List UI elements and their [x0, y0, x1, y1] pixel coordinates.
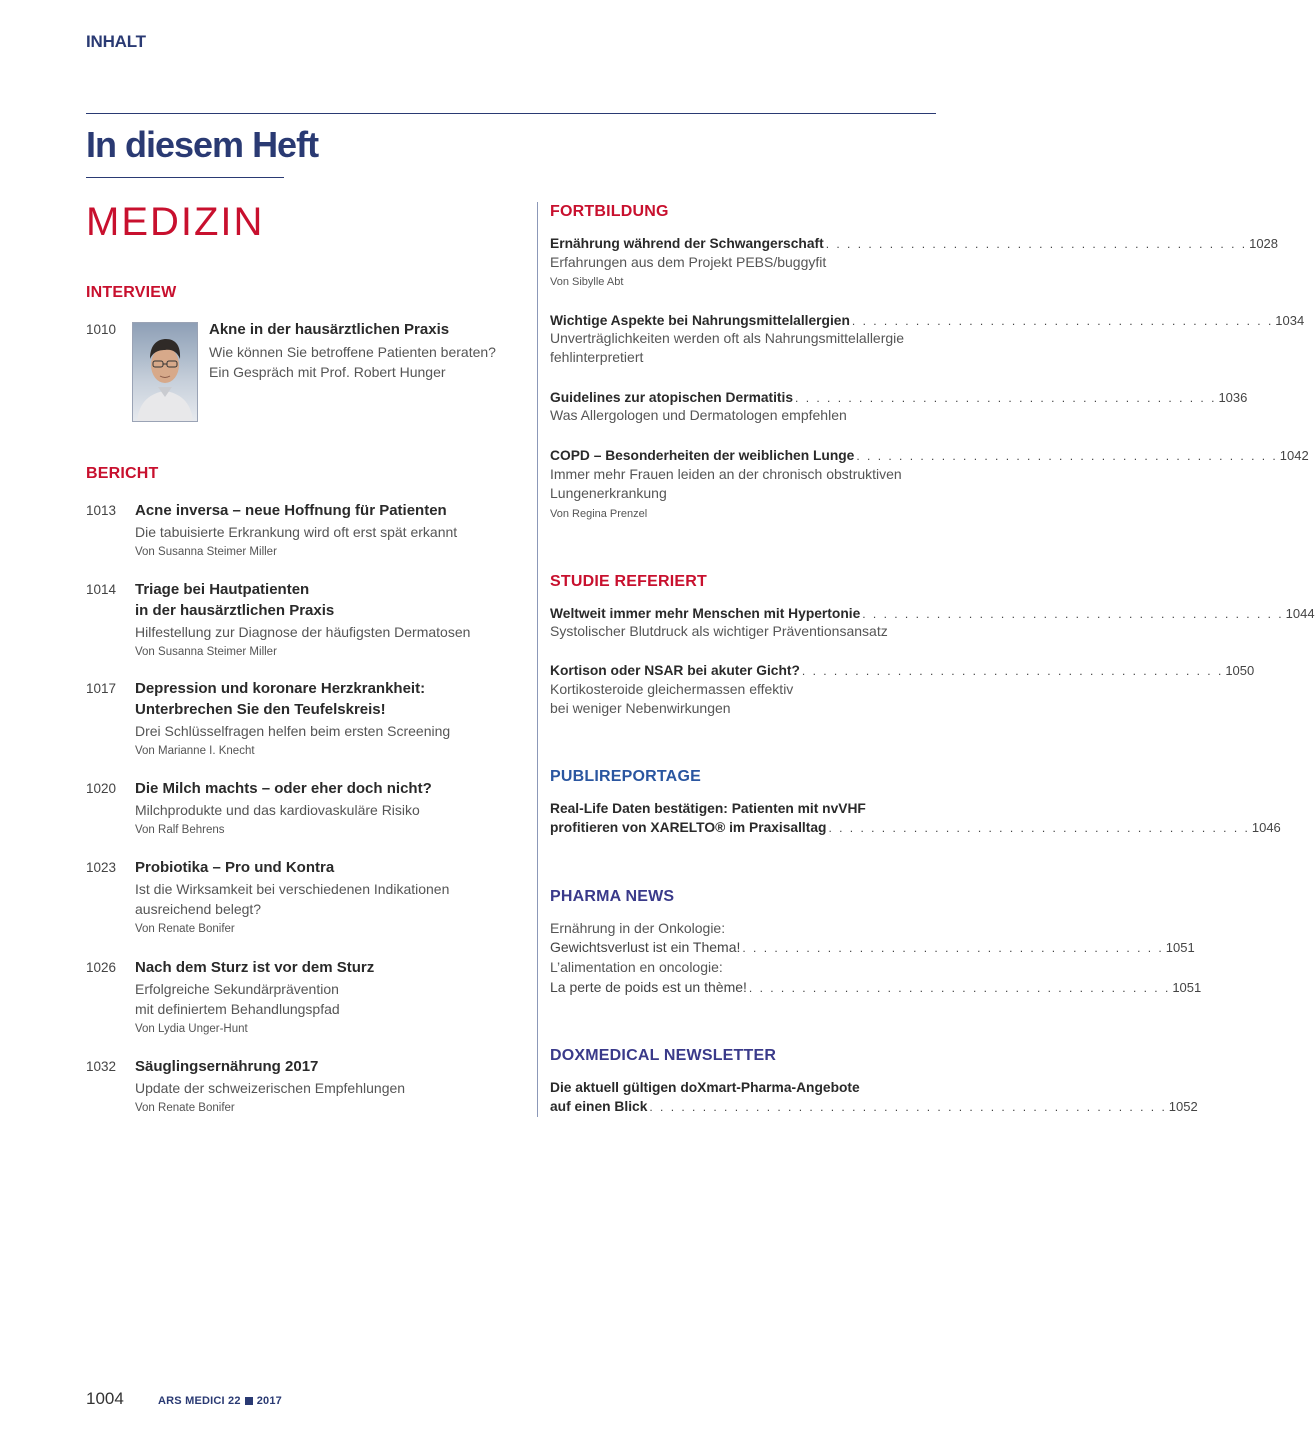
entry-title: Die aktuell gültigen doXmart-Pharma-Angebote — [550, 1080, 860, 1095]
entry-page: 1046 — [1251, 820, 1281, 835]
entry-title: Guidelines zur atopischen Dermatitis — [550, 390, 794, 405]
pharma-entry — [550, 938, 1195, 959]
newsletter-label: DOXMEDICAL NEWSLETTER — [550, 1047, 777, 1064]
entry-subtitle: Erfahrungen aus dem Projekt PEBS/buggyfit — [550, 254, 827, 270]
bericht-author: Von Ralf Behrens — [135, 824, 225, 836]
pharma-news-label: PHARMA NEWS — [550, 888, 675, 905]
dot-leader: . . . . . . . . . . . . . . . . . . . . . . . . . . . . . . . . . . . . . . . . — [856, 449, 1278, 463]
publireportage-entry — [550, 818, 1281, 839]
interview-subtitle-1: Wie können Sie betroffene Patienten beraten? — [209, 344, 496, 360]
dot-leader: . . . . . . . . . . . . . . . . . . . . . . . . . . . . . . . . . . . . . . . . — [748, 981, 1171, 995]
entry-page: 1051 — [1172, 980, 1202, 995]
entry-subtitle: Was Allergologen und Dermatologen empfehlen — [550, 407, 847, 423]
top-rule — [86, 113, 936, 114]
interview-page: 1010 — [86, 322, 117, 337]
dot-leader: . . . . . . . . . . . . . . . . . . . . . . . . . . . . . . . . . . . . . . . . — [795, 391, 1217, 405]
publireportage-label: PUBLIREPORTAGE — [550, 768, 701, 785]
bericht-author: Von Lydia Unger-Hunt — [135, 1023, 248, 1035]
fortbildung-entry — [550, 234, 1279, 255]
entry-page: 1034 — [1275, 313, 1305, 328]
dot-leader: . . . . . . . . . . . . . . . . . . . . . . . . . . . . . . . . . . . . . . . . — [828, 821, 1250, 835]
bericht-page: 1020 — [86, 781, 117, 796]
bericht-title-line2: Unterbrechen Sie den Teufelskreis! — [135, 701, 386, 718]
entry-page: 1036 — [1218, 390, 1248, 405]
entry-title: Wichtige Aspekte bei Nahrungsmittelallergien — [550, 313, 850, 328]
entry-title-line2: profitieren von XARELTO® im Praxisalltag — [550, 820, 827, 835]
entry-page: 1051 — [1165, 940, 1195, 955]
bericht-author: Von Marianne I. Knecht — [135, 745, 255, 757]
bericht-title: Säuglingsernährung 2017 — [135, 1058, 319, 1075]
column-divider — [537, 202, 538, 1117]
entry-subtitle: Systolischer Blutdruck als wichtiger Präventionsansatz — [550, 623, 888, 639]
pharma-entry-line1: Ernährung in der Onkologie: — [550, 920, 726, 936]
newsletter-entry — [550, 1097, 1198, 1118]
footer-journal — [158, 1395, 282, 1407]
dot-leader: . . . . . . . . . . . . . . . . . . . . . . . . . . . . . . . . . . . . . . . . — [825, 237, 1248, 251]
bericht-page: 1017 — [86, 681, 117, 696]
entry-subtitle: Kortikosteroide gleichermassen effektiv — [550, 681, 794, 697]
portrait-photo — [132, 322, 198, 422]
entry-subtitle: Unverträglichkeiten werden oft als Nahrungsmittelallergie — [550, 330, 905, 346]
footer-page-number: 1004 — [86, 1389, 124, 1408]
entry-subtitle-line2: fehlinterpretiert — [550, 349, 644, 365]
dot-leader: . . . . . . . . . . . . . . . . . . . . . . . . . . . . . . . . . . . . . . . . — [862, 607, 1284, 621]
entry-title: Gewichtsverlust ist ein Thema! — [550, 939, 741, 955]
entry-title: La perte de poids est un thème! — [550, 979, 747, 995]
dot-leader: . . . . . . . . . . . . . . . . . . . . . . . . . . . . . . . . . . . . . . . . . . . . . . . . . — [649, 1100, 1167, 1114]
bericht-page: 1023 — [86, 860, 117, 875]
entry-subtitle-line2: Lungenerkrankung — [550, 485, 667, 501]
bericht-title: Probiotika – Pro und Kontra — [135, 859, 335, 876]
square-bullet-icon — [245, 1397, 253, 1405]
entry-page: 1044 — [1285, 606, 1315, 621]
bericht-title: Depression und koronare Herzkrankheit: — [135, 680, 426, 697]
entry-title: Kortison oder NSAR bei akuter Gicht? — [550, 663, 800, 678]
fortbildung-label: FORTBILDUNG — [550, 203, 669, 220]
interview-subtitle-2: Ein Gespräch mit Prof. Robert Hunger — [209, 364, 446, 380]
bericht-label: BERICHT — [86, 465, 159, 482]
fortbildung-entry — [550, 446, 1309, 467]
journal-name: ARS MEDICI 22 — [158, 1395, 241, 1407]
dot-leader: . . . . . . . . . . . . . . . . . . . . . . . . . . . . . . . . . . . . . . . . — [742, 941, 1164, 955]
bericht-author: Von Renate Bonifer — [135, 923, 235, 935]
section-header: INHALT — [86, 32, 146, 51]
entry-page: 1042 — [1279, 448, 1309, 463]
category-heading: MEDIZIN — [86, 200, 265, 244]
bericht-author: Von Susanna Steimer Miller — [135, 546, 277, 558]
entry-author: Von Regina Prenzel — [550, 508, 648, 520]
bericht-author: Von Susanna Steimer Miller — [135, 646, 277, 658]
journal-year: 2017 — [256, 1395, 282, 1407]
bericht-title-line2: in der hausärztlichen Praxis — [135, 602, 335, 619]
pharma-entry — [550, 978, 1202, 999]
studie-entry — [550, 661, 1255, 682]
entry-page: 1050 — [1225, 663, 1255, 678]
bericht-subtitle: Update der schweizerischen Empfehlungen — [135, 1080, 406, 1096]
studie-label: STUDIE REFERIERT — [550, 573, 707, 590]
bericht-title: Acne inversa – neue Hoffnung für Patienten — [135, 502, 447, 519]
interview-title: Akne in der hausärztlichen Praxis — [209, 321, 450, 338]
newsletter-title-line1 — [550, 1078, 936, 1098]
bericht-subtitle: Erfolgreiche Sekundärprävention — [135, 981, 339, 997]
bericht-title: Nach dem Sturz ist vor dem Sturz — [135, 959, 375, 976]
bericht-author: Von Renate Bonifer — [135, 1102, 235, 1114]
entry-title: Weltweit immer mehr Menschen mit Hypertonie — [550, 606, 861, 621]
bericht-page: 1032 — [86, 1059, 117, 1074]
dot-leader: . . . . . . . . . . . . . . . . . . . . . . . . . . . . . . . . . . . . . . . . — [851, 314, 1274, 328]
entry-title: COPD – Besonderheiten der weiblichen Lunge — [550, 448, 855, 463]
bericht-title: Triage bei Hautpatienten — [135, 581, 310, 598]
entry-author: Von Sibylle Abt — [550, 276, 624, 288]
entry-subtitle: Immer mehr Frauen leiden an der chronisch obstruktiven — [550, 466, 902, 482]
portrait-image — [133, 323, 197, 421]
bericht-subtitle: Drei Schlüsselfragen helfen beim ersten Screening — [135, 723, 451, 739]
dot-leader: . . . . . . . . . . . . . . . . . . . . . . . . . . . . . . . . . . . . . . . . — [801, 664, 1224, 678]
bericht-subtitle: Milchprodukte und das kardiovaskuläre Risiko — [135, 802, 420, 818]
bericht-page: 1013 — [86, 503, 117, 518]
bericht-subtitle: Hilfestellung zur Diagnose der häufigsten Dermatosen — [135, 624, 471, 640]
entry-title: Real-Life Daten bestätigen: Patienten mit nvVHF — [550, 801, 866, 816]
entry-subtitle-line2: bei weniger Nebenwirkungen — [550, 700, 731, 716]
entry-title-line2: auf einen Blick — [550, 1099, 648, 1114]
bericht-subtitle-line2: ausreichend belegt? — [135, 901, 262, 917]
bericht-subtitle: Ist die Wirksamkeit bei verschiedenen Indikationen — [135, 881, 450, 897]
page-title: In diesem Heft — [86, 124, 319, 165]
entry-page: 1052 — [1168, 1099, 1198, 1114]
pharma-entry-line1: L’alimentation en oncologie: — [550, 959, 723, 975]
interview-label: INTERVIEW — [86, 284, 177, 301]
bericht-subtitle: Die tabuisierte Erkrankung wird oft erst spät erkannt — [135, 524, 458, 540]
entry-page: 1028 — [1249, 236, 1279, 251]
entry-title: Ernährung während der Schwangerschaft — [550, 236, 824, 251]
bericht-title: Die Milch machts – oder eher doch nicht? — [135, 780, 432, 797]
publireportage-title-line1 — [550, 799, 936, 819]
bericht-subtitle-line2: mit definiertem Behandlungspfad — [135, 1001, 340, 1017]
bericht-page: 1014 — [86, 582, 117, 597]
bericht-page: 1026 — [86, 960, 117, 975]
title-rule — [86, 177, 284, 178]
